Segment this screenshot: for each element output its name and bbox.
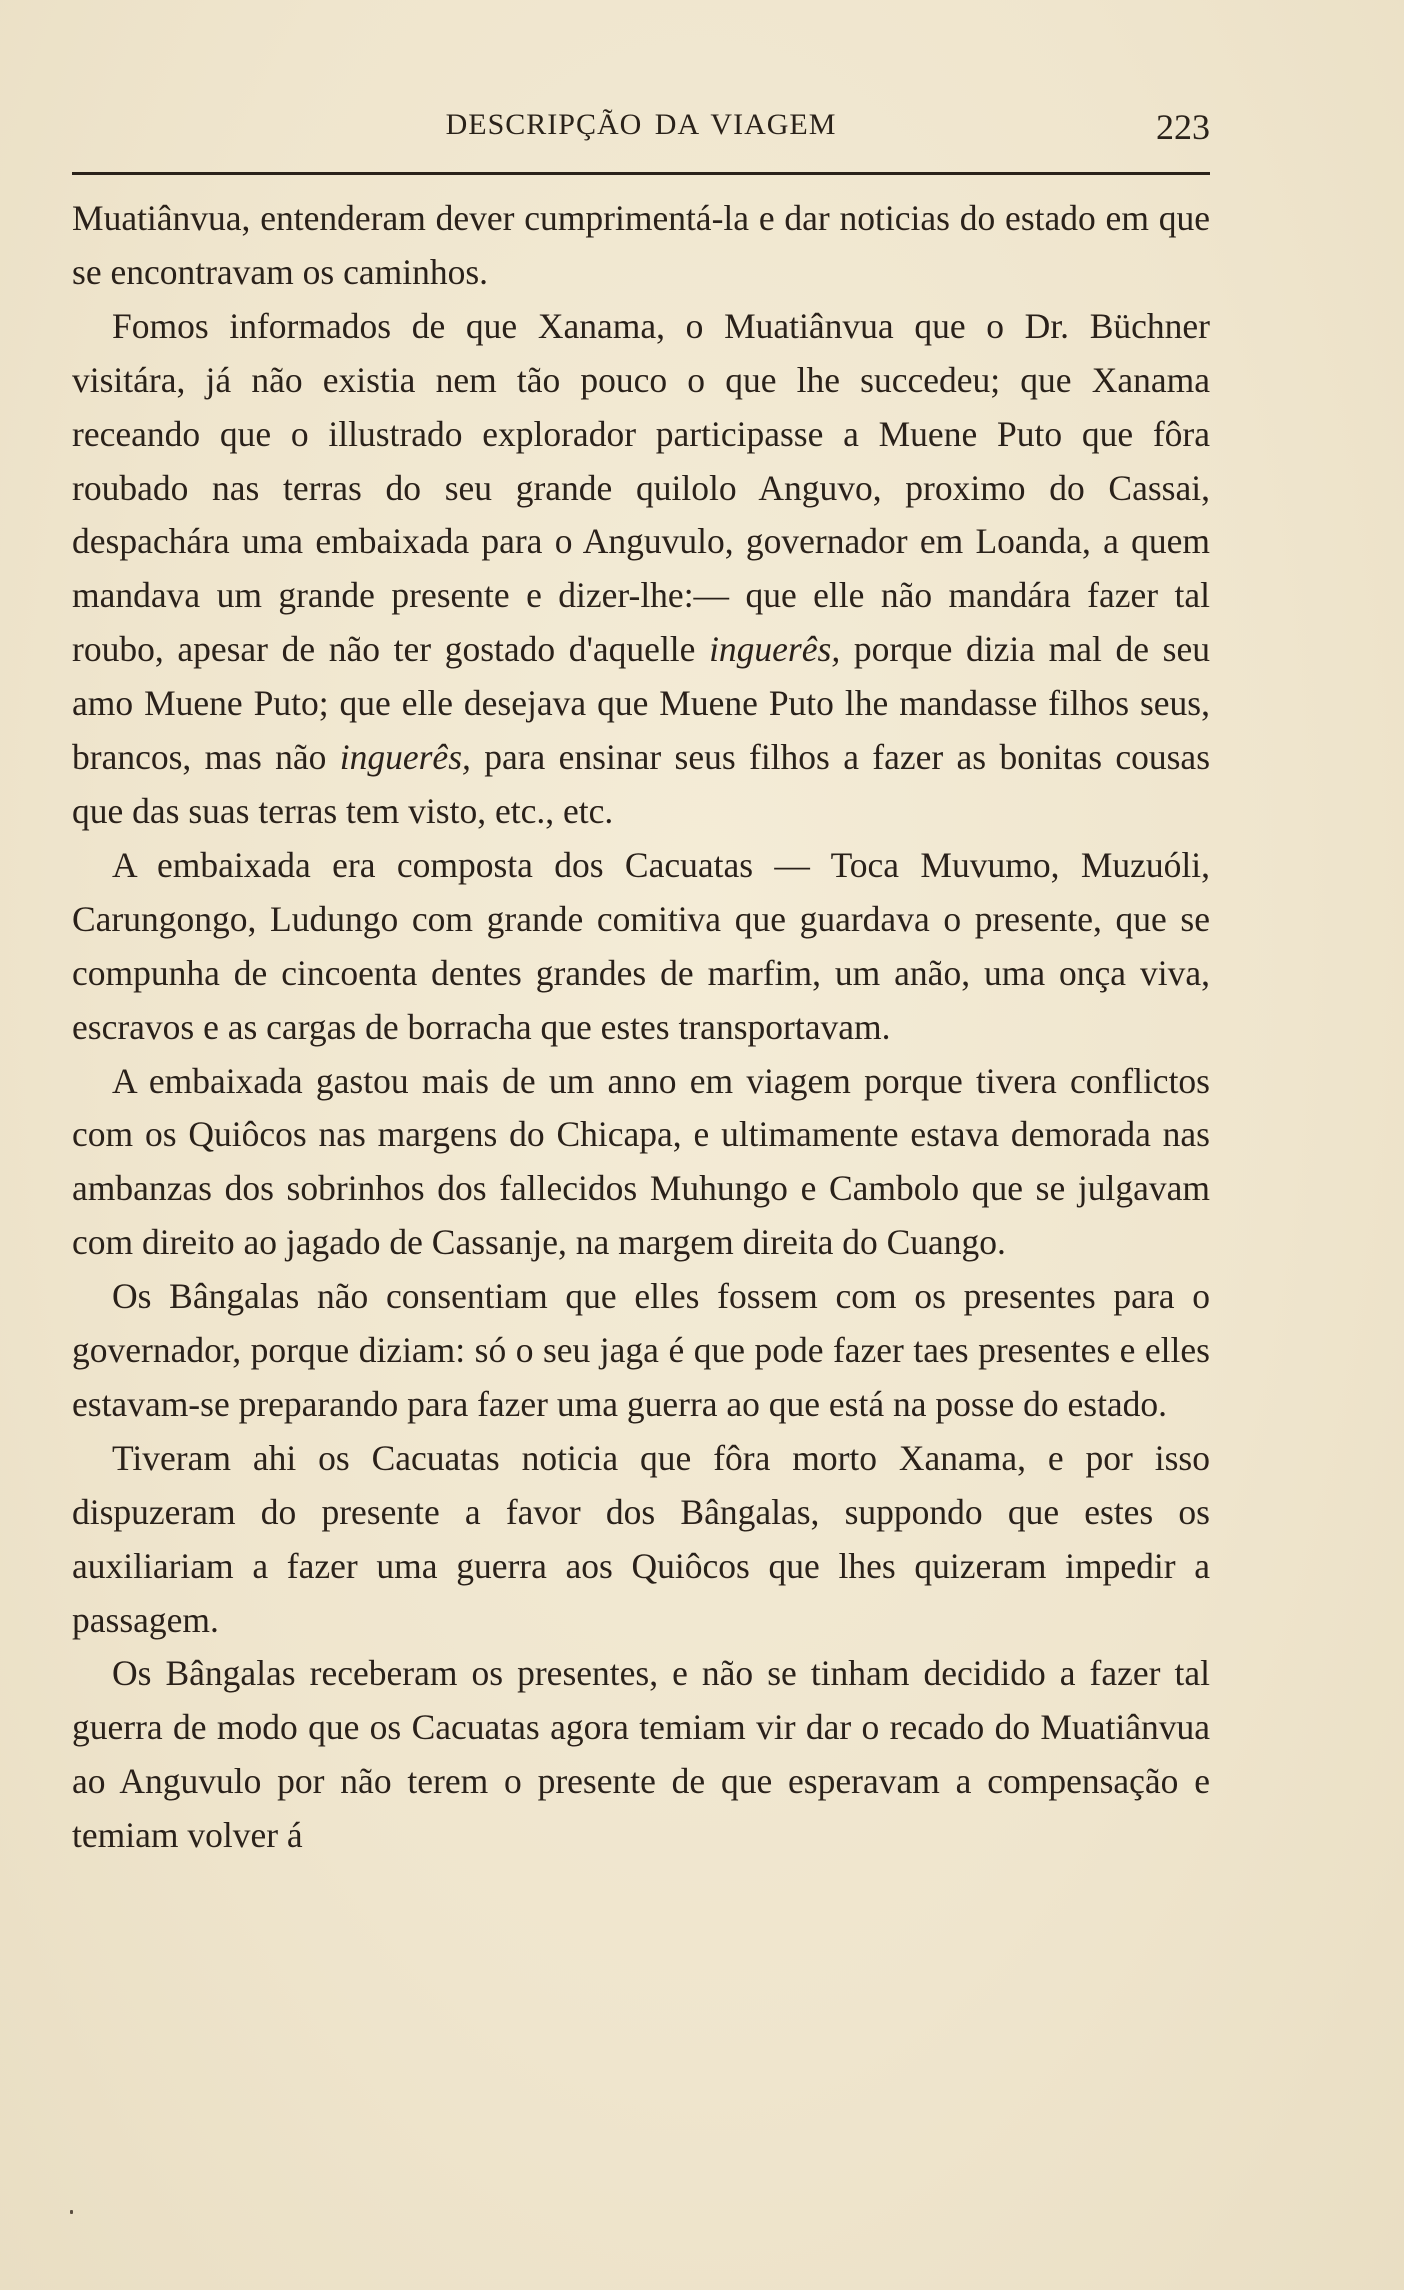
running-title: DESCRIPÇÃO DA VIAGEM <box>445 108 837 141</box>
paragraph-text: porque dizia mal de seu amo Muene Puto; que elle desejava que Muene Puto lhe mandasse filhos seus, brancos, mas não <box>72 629 1210 778</box>
body-text <box>72 192 1210 1863</box>
paragraph-text: Muatiânvua, entenderam dever cumprimentá-la e dar noticias do estado em que se encontravam os caminhos. <box>72 198 1210 292</box>
page-header <box>72 108 1210 158</box>
italic-term: inguerês, <box>709 629 841 670</box>
italic-term: inguerês, <box>339 737 471 778</box>
paragraph-text: Os Bângalas receberam os presentes, e não se tinham decidido a fazer tal guerra de modo que os Cacuatas agora temiam vir dar o recado do Muatiânvua ao Anguvulo por não terem o presente de que esperavam a compensação e temiam volver á <box>72 1653 1210 1856</box>
paragraph <box>72 1647 1210 1863</box>
paper-speck <box>70 2210 73 2214</box>
paragraph <box>72 839 1210 1055</box>
page-number: 223 <box>1156 107 1210 147</box>
paragraph <box>72 1055 1210 1271</box>
paragraph-text: Fomos informados de que Xanama, o Muatiânvua que o Dr. Büchner visitára, já não existia nem tão pouco o que lhe succedeu; que Xanama receando que o illustrado explorador participasse a Muene Puto que fôra roubado nas terras do seu grande quilolo Anguvo, proximo do Cassai, despachára uma embaixada para o Anguvulo, governador em Loanda, a quem mandava um grande presente e dizer-lhe:— que elle não mandára fazer tal roubo, apesar de não ter gostado d'aquelle <box>72 305 1210 670</box>
paragraph-text: A embaixada gastou mais de um anno em viagem porque tivera conflictos com os Quiôcos nas margens do Chicapa, e ultimamente estava demorada nas ambanzas dos sobrinhos dos fallecidos Muhungo e Cambolo que se julgavam com direito ao jagado de Cassanje, na margem direita do Cuango. <box>72 1060 1210 1263</box>
paragraph-text: Os Bângalas não consentiam que elles fossem com os presentes para o governador, porque diziam: só o seu jaga é que pode fazer taes presentes e elles estavam-se preparando para fazer uma guerra ao que está na posse do estado. <box>72 1276 1210 1424</box>
paragraph <box>72 1432 1210 1648</box>
paragraph-text: A embaixada era composta dos Cacuatas — Toca Muvumo, Muzuóli, Carungongo, Ludungo com grande comitiva que guardava o presente, que se compunha de cincoenta dentes grandes de marfim, um anão, uma onça viva, escravos e as cargas de borracha que estes transportavam. <box>72 844 1210 1047</box>
paragraph <box>72 192 1210 300</box>
paragraph-text: Tiveram ahi os Cacuatas noticia que fôra morto Xanama, e por isso dispuzeram do presente a favor dos Bângalas, suppondo que estes os auxiliariam a fazer uma guerra aos Quiôcos que lhes quizeram impedir a passagem. <box>72 1437 1210 1640</box>
header-rule <box>72 172 1210 175</box>
paragraph-text: para ensinar seus filhos a fazer as bonitas cousas que das suas terras tem visto, etc., etc. <box>72 737 1211 831</box>
paragraph <box>72 300 1210 839</box>
paragraph <box>72 1270 1210 1432</box>
